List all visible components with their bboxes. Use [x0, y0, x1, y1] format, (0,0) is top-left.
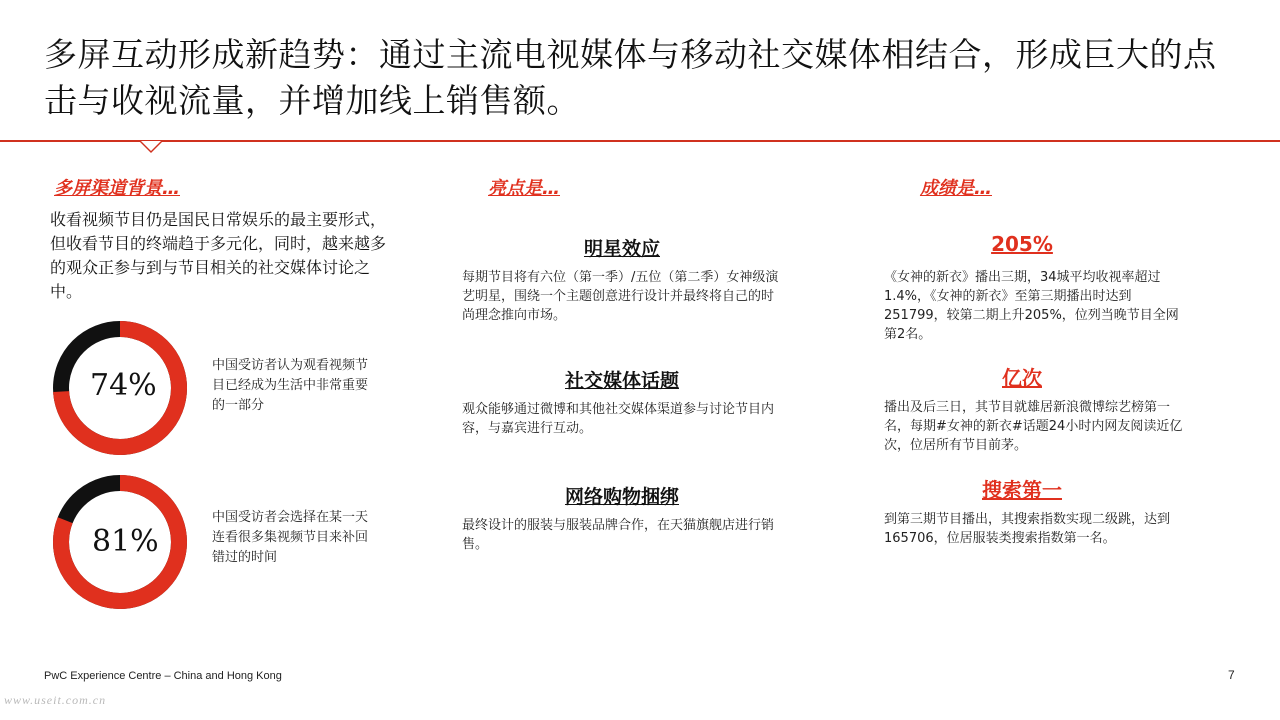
results-heading: 成绩是… [920, 178, 992, 199]
highlight-body-star-effect: 每期节目将有六位（第一季）/五位（第二季）女神级演艺明星，围绕一个主题创意进行设计并最终将自己的时尚理念推向市场。 [462, 270, 779, 323]
highlight-title-star-effect: 明星效应 [583, 238, 660, 260]
footer-source: PwC Experience Centre – China and Hong Kong [44, 670, 282, 682]
background-intro: 收看视频节目仍是国民日常娱乐的最主要形式，但收看节目的终端趋于多元化，同时，越来越多的观众正参与到与节目相关的社交媒体讨论之中。 [50, 210, 387, 301]
background-heading: 多屏渠道背景… [54, 178, 180, 199]
title-divider [0, 140, 1280, 142]
stat-description-81: 中国受访者会选择在某一天连看很多集视频节目来补回错过的时间 [212, 510, 369, 565]
page-title: 多屏互动形成新趋势：通过主流电视媒体与移动社交媒体相结合，形成巨大的点击与收视流量，并增加线上销售额。 [44, 35, 1217, 120]
result-title-search: 搜索第一 [982, 478, 1062, 502]
highlight-body-social-media: 观众能够通过微博和其他社交媒体渠道参与讨论节目内容，与嘉宾进行互动。 [462, 402, 775, 436]
result-body-205: 《女神的新衣》播出三期，34城平均收视率超过1.4%，《女神的新衣》至第三期播出时达到251799，较第二期上升205%，位列当晚节目全网第2名。 [884, 270, 1179, 342]
stat-description-74: 中国受访者认为观看视频节目已经成为生活中非常重要的一部分 [212, 358, 369, 413]
highlights-heading: 亮点是… [488, 178, 560, 199]
result-body-search: 到第三期节目播出，其搜索指数实现二级跳，达到165706，位居服装类搜索指数第一名。 [884, 512, 1171, 546]
highlight-body-online-shopping: 最终设计的服装与服装品牌合作，在天猫旗舰店进行销售。 [462, 518, 775, 552]
highlight-title-online-shopping: 网络购物捆绑 [564, 486, 679, 508]
divider-notch-inner [141, 141, 161, 151]
page-number: 7 [1228, 668, 1235, 682]
watermark: www.useit.com.cn [4, 693, 107, 707]
result-title-205: 205% [991, 232, 1053, 256]
highlight-title-social-media: 社交媒体话题 [564, 370, 679, 392]
result-body-views: 播出及后三日，其节目就雄居新浪微博综艺榜第一名，每期#女神的新衣#话题24小时内网友阅读近亿次，位居所有节目前茅。 [884, 400, 1183, 453]
stat-value-74: 74% [90, 368, 157, 403]
stat-value-81: 81% [92, 524, 159, 559]
result-title-views: 亿次 [1002, 366, 1042, 390]
